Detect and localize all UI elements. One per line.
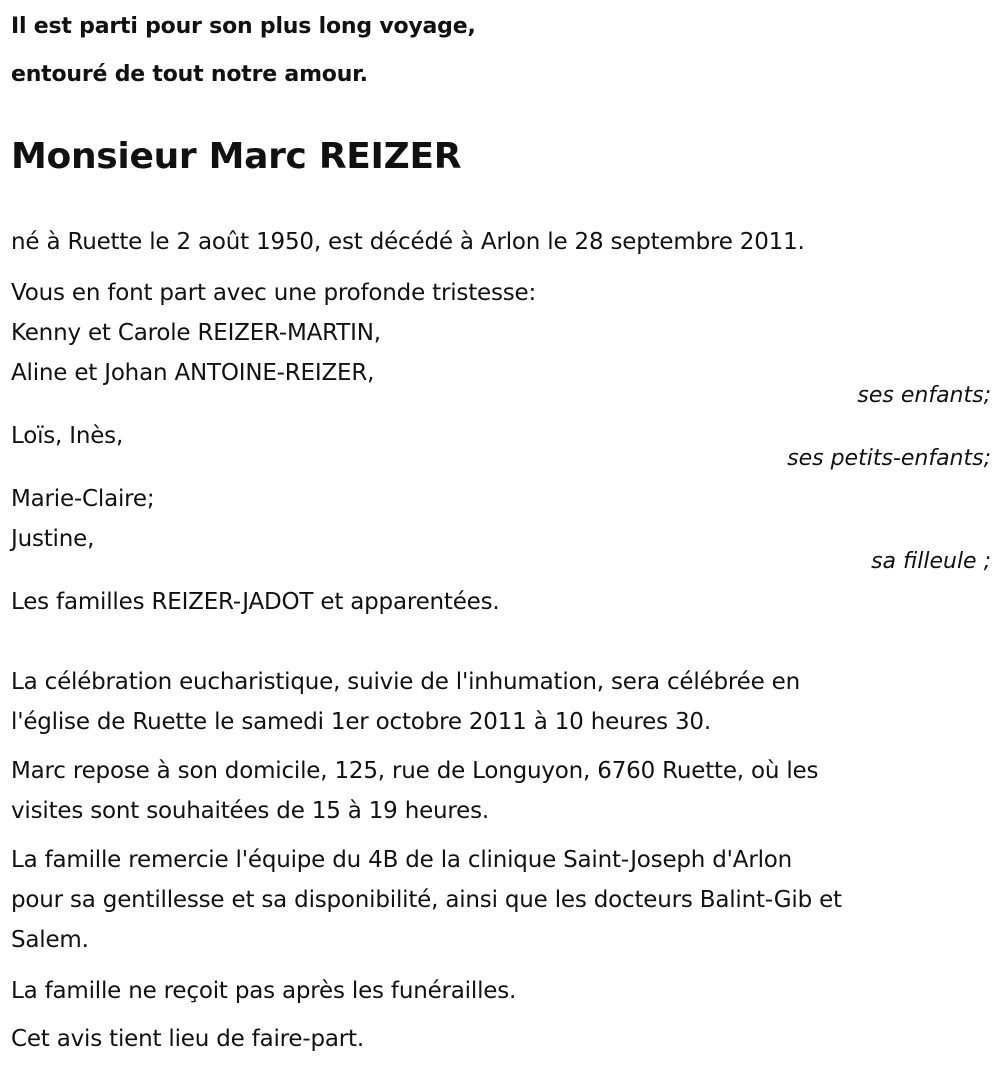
thanks-line-2: pour sa gentillesse et sa disponibilité, ainsi que les docteurs Balint-Gib et	[11, 887, 842, 913]
thanks-line-3: Salem.	[11, 927, 89, 953]
intro-line-2: entouré de tout notre amour.	[11, 62, 368, 87]
grandchildren-role: ses petits-enfants;	[787, 446, 991, 471]
visits-line-2: visites sont souhaitées de 15 à 19 heures.	[11, 798, 490, 824]
thanks-line-1: La famille remercie l'équipe du 4B de la clinique Saint-Joseph d'Arlon	[11, 847, 793, 873]
announcement-line: Vous en font part avec une profonde tristesse:	[11, 280, 537, 306]
child-line: Kenny et Carole REIZER-MARTIN,	[11, 320, 381, 346]
families-line: Les familles REIZER-JADOT et apparentées.	[11, 589, 500, 615]
children-role: ses enfants;	[857, 383, 991, 408]
intro-line-1: Il est parti pour son plus long voyage,	[11, 14, 476, 39]
visits-line-1: Marc repose à son domicile, 125, rue de Longuyon, 6760 Ruette, où les	[11, 758, 819, 784]
child-line: Aline et Johan ANTOINE-REIZER,	[11, 360, 375, 386]
partner-line: Marie-Claire;	[11, 486, 155, 512]
ceremony-line-1: La célébration eucharistique, suivie de l'inhumation, sera célébrée en	[11, 669, 801, 695]
deceased-name: Monsieur Marc REIZER	[11, 136, 462, 177]
ceremony-line-2: l'église de Ruette le samedi 1er octobre 2011 à 10 heures 30.	[11, 709, 711, 735]
goddaughter-line: Justine,	[11, 526, 95, 552]
birth-death-line: né à Ruette le 2 août 1950, est décédé à Arlon le 28 septembre 2011.	[11, 229, 805, 255]
notice-line: Cet avis tient lieu de faire-part.	[11, 1026, 364, 1052]
grandchildren-line: Loïs, Inès,	[11, 423, 124, 449]
goddaughter-role: sa filleule ;	[871, 549, 991, 574]
no-reception-line: La famille ne reçoit pas après les funérailles.	[11, 978, 517, 1004]
